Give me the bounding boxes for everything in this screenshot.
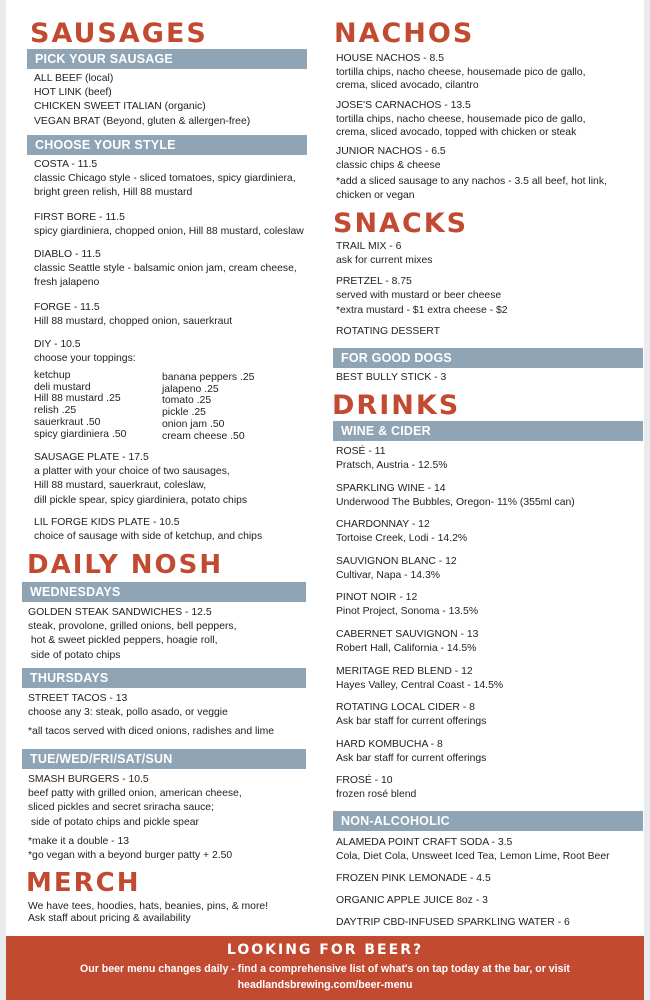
item-name: MERITAGE RED BLEND - 12	[336, 666, 473, 677]
good-dogs-header: FOR GOOD DOGS	[333, 348, 643, 368]
tue-sun-header: TUE/WED/FRI/SAT/SUN	[22, 749, 306, 769]
wine-item-rose	[336, 445, 447, 473]
item-desc: dill pickle spear, spicy giardiniera, potato chips	[34, 494, 248, 506]
left-edge	[0, 0, 6, 1000]
item-desc: crema, sliced avocado, topped with chicken or steak	[336, 127, 577, 139]
item-name: FORGE - 11.5	[34, 302, 100, 313]
menu-item-street-tacos	[28, 692, 274, 740]
item-name: DIABLO - 11.5	[34, 249, 101, 260]
topping: onion jam .50	[162, 418, 225, 430]
item-name: LIL FORGE KIDS PLATE - 10.5	[34, 517, 180, 528]
item-desc: tortilla chips, nacho cheese, housemade pico de gallo,	[336, 113, 586, 125]
menu-item-forge	[34, 301, 232, 329]
item-desc: bright green relish, Hill 88 mustard	[34, 187, 193, 199]
footer-title: LOOKING FOR BEER?	[226, 942, 424, 958]
item-note: *make it a double - 13	[28, 835, 130, 847]
topping: cream cheese .50	[162, 430, 245, 442]
drinks-title: DRINKS	[332, 390, 461, 421]
topping: deli mustard	[34, 381, 91, 393]
na-item-cbd-water: DAYTRIP CBD-INFUSED SPARKLING WATER - 6	[336, 917, 570, 928]
menu-item-smash-burgers	[28, 773, 242, 863]
item-desc: classic Seattle style - balsamic onion jam, cream cheese,	[34, 263, 297, 275]
wine-item-cider	[336, 701, 486, 729]
topping: relish .25	[34, 405, 77, 417]
footer-link[interactable]: headlandsbrewing.com/beer-menu	[237, 979, 413, 991]
item-desc: a platter with your choice of two sausages,	[34, 466, 230, 478]
wine-item-cabernet	[336, 628, 478, 656]
nachos-title: NACHOS	[334, 18, 475, 49]
item-name: CABERNET SAUVIGNON - 13	[336, 629, 479, 640]
list-item: ALL BEEF (local)	[34, 73, 114, 84]
non-alcoholic-header: NON-ALCOHOLIC	[333, 811, 643, 831]
menu-item-bully-stick: BEST BULLY STICK - 3	[336, 372, 447, 383]
item-name: SMASH BURGERS - 10.5	[28, 774, 149, 785]
item-name: SAUVIGNON BLANC - 12	[336, 556, 457, 567]
item-name: FROSÉ - 10	[336, 775, 393, 786]
item-desc: ask for current mixes	[336, 254, 433, 266]
item-name: FIRST BORE - 11.5	[34, 212, 125, 223]
wednesdays-header: WEDNESDAYS	[22, 582, 306, 602]
toppings-left	[34, 370, 126, 440]
topping: jalapeno .25	[162, 383, 219, 395]
item-name: ROSÉ - 11	[336, 446, 386, 457]
thursdays-header: THURSDAYS	[22, 668, 306, 688]
item-desc: Ask bar staff for current offerings	[336, 716, 487, 728]
item-name: STREET TACOS - 13	[28, 693, 128, 704]
merch-line: Ask staff about pricing & availability	[28, 913, 191, 924]
item-name: SPARKLING WINE - 14	[336, 483, 446, 494]
item-desc: frozen rosé blend	[336, 789, 417, 801]
item-desc: Hill 88 mustard, sauerkraut, coleslaw,	[34, 480, 207, 492]
na-item-soda	[336, 836, 610, 864]
wine-item-frose	[336, 774, 416, 802]
item-desc: classic chips & cheese	[336, 159, 441, 171]
item-desc: choice of sausage with side of ketchup, and chips	[34, 531, 263, 543]
item-name: ROTATING LOCAL CIDER - 8	[336, 702, 475, 713]
list-item: CHICKEN SWEET ITALIAN (organic)	[34, 101, 206, 113]
na-item-lemonade: FROZEN PINK LEMONADE - 4.5	[336, 873, 491, 884]
wine-item-meritage	[336, 665, 503, 693]
list-item: VEGAN BRAT (Beyond, gluten & allergen-free)	[34, 115, 251, 127]
menu-item-trail-mix	[336, 240, 432, 267]
item-desc: crema, sliced avocado, cilantro	[336, 80, 479, 92]
item-name: HOUSE NACHOS - 8.5	[336, 53, 444, 64]
item-desc: Cultivar, Napa - 14.3%	[336, 570, 440, 582]
item-desc: served with mustard or beer cheese	[336, 290, 502, 302]
item-note: *add a sliced sausage to any nachos - 3.5 all beef, hot link,	[336, 176, 607, 188]
merch-title: MERCH	[26, 868, 141, 898]
item-desc: Tortoise Creek, Lodi - 14.2%	[336, 533, 468, 545]
item-desc: spicy giardiniera, chopped onion, Hill 88 mustard, coleslaw	[34, 226, 304, 238]
item-desc: beef patty with grilled onion, american cheese,	[28, 788, 242, 800]
item-name: PRETZEL - 8.75	[336, 276, 412, 287]
sausages-title: SAUSAGES	[30, 18, 208, 49]
na-item-apple-juice: ORGANIC APPLE JUICE 8oz - 3	[336, 895, 488, 906]
choose-style-header: CHOOSE YOUR STYLE	[27, 135, 307, 155]
menu-item-joses-carnachos	[336, 99, 586, 140]
item-name: COSTA - 11.5	[34, 159, 98, 170]
item-desc: Hill 88 mustard, chopped onion, sauerkraut	[34, 316, 233, 328]
item-desc: side of potato chips	[28, 649, 121, 661]
menu-item-kids-plate	[34, 516, 262, 544]
menu-item-first-bore	[34, 211, 304, 239]
wine-item-pinot-noir	[336, 591, 478, 619]
menu-item-diy	[34, 338, 136, 366]
item-desc: Pinot Project, Sonoma - 13.5%	[336, 606, 479, 618]
wine-cider-header: WINE & CIDER	[333, 421, 643, 441]
sausage-list	[34, 72, 250, 129]
topping: tomato .25	[162, 395, 212, 407]
topping: pickle .25	[162, 407, 206, 419]
toppings-right	[162, 372, 254, 442]
footer-line: Our beer menu changes daily - find a comprehensive list of what's on tap today at the bar, or visit	[80, 963, 570, 975]
topping: sauerkraut .50	[34, 416, 101, 428]
topping: ketchup	[34, 370, 71, 381]
item-desc: choose your toppings:	[34, 353, 136, 365]
item-name: HARD KOMBUCHA - 8	[336, 739, 443, 750]
topping: Hill 88 mustard .25	[34, 393, 121, 405]
wine-item-kombucha	[336, 738, 486, 766]
item-note: *extra mustard - $1 extra cheese - $2	[336, 304, 508, 316]
item-name: DIY - 10.5	[34, 339, 81, 350]
item-desc: Ask bar staff for current offerings	[336, 753, 487, 765]
item-name: JOSE'S CARNACHOS - 13.5	[336, 100, 471, 111]
merch-text	[28, 901, 268, 925]
menu-item-diablo	[34, 248, 297, 291]
menu-item-house-nachos	[336, 52, 586, 93]
item-desc: Pratsch, Austria - 12.5%	[336, 460, 448, 472]
item-name: CHARDONNAY - 12	[336, 519, 430, 530]
item-name: JUNIOR NACHOS - 6.5	[336, 146, 446, 157]
item-desc: sliced pickles and secret sriracha sauce;	[28, 802, 214, 814]
item-name: GOLDEN STEAK SANDWICHES - 12.5	[28, 607, 212, 618]
item-note: *all tacos served with diced onions, radishes and lime	[28, 726, 275, 738]
beer-footer	[6, 936, 644, 1000]
item-note: *go vegan with a beyond burger patty + 2.50	[28, 850, 233, 862]
item-name: TRAIL MIX - 6	[336, 241, 402, 252]
menu-item-steak-sandwich	[28, 606, 237, 663]
item-desc: Robert Hall, California - 14.5%	[336, 643, 477, 655]
snacks-title: SNACKS	[333, 208, 469, 239]
daily-nosh-title: DAILY NOSH	[27, 550, 224, 580]
right-edge	[644, 0, 650, 1000]
wine-item-sauvignon-blanc	[336, 555, 457, 583]
menu-item-junior-nachos	[336, 145, 607, 202]
wine-item-chardonnay	[336, 518, 467, 546]
item-desc: choose any 3: steak, pollo asado, or veggie	[28, 707, 228, 719]
wine-item-sparkling	[336, 482, 575, 510]
item-note: chicken or vegan	[336, 189, 415, 201]
topping: banana peppers .25	[162, 372, 255, 383]
item-name: SAUSAGE PLATE - 17.5	[34, 452, 149, 463]
pick-sausage-header: PICK YOUR SAUSAGE	[27, 49, 307, 69]
item-name: PINOT NOIR - 12	[336, 592, 418, 603]
item-name: ALAMEDA POINT CRAFT SODA - 3.5	[336, 837, 513, 848]
menu-item-costa	[34, 158, 296, 201]
item-desc: fresh jalapeno	[34, 277, 100, 289]
item-desc: Hayes Valley, Central Coast - 14.5%	[336, 680, 504, 692]
list-item: HOT LINK (beef)	[34, 87, 112, 99]
menu-item-sausage-plate	[34, 451, 247, 508]
item-desc: classic Chicago style - sliced tomatoes, spicy giardiniera,	[34, 173, 296, 185]
item-desc: Underwood The Bubbles, Oregon- 11% (355ml can)	[336, 497, 575, 509]
item-desc: tortilla chips, nacho cheese, housemade pico de gallo,	[336, 66, 586, 78]
menu-item-rotating-dessert: ROTATING DESSERT	[336, 326, 440, 337]
menu-item-pretzel	[336, 275, 508, 318]
topping: spicy giardiniera .50	[34, 428, 127, 440]
item-desc: Cola, Diet Cola, Unsweet Iced Tea, Lemon Lime, Root Beer	[336, 851, 610, 863]
merch-line: We have tees, hoodies, hats, beanies, pins, & more!	[28, 901, 269, 912]
item-desc: steak, provolone, grilled onions, bell peppers,	[28, 621, 237, 633]
item-desc: side of potato chips and pickle spear	[28, 816, 199, 828]
item-desc: hot & sweet pickled peppers, hoagie roll,	[28, 635, 218, 647]
